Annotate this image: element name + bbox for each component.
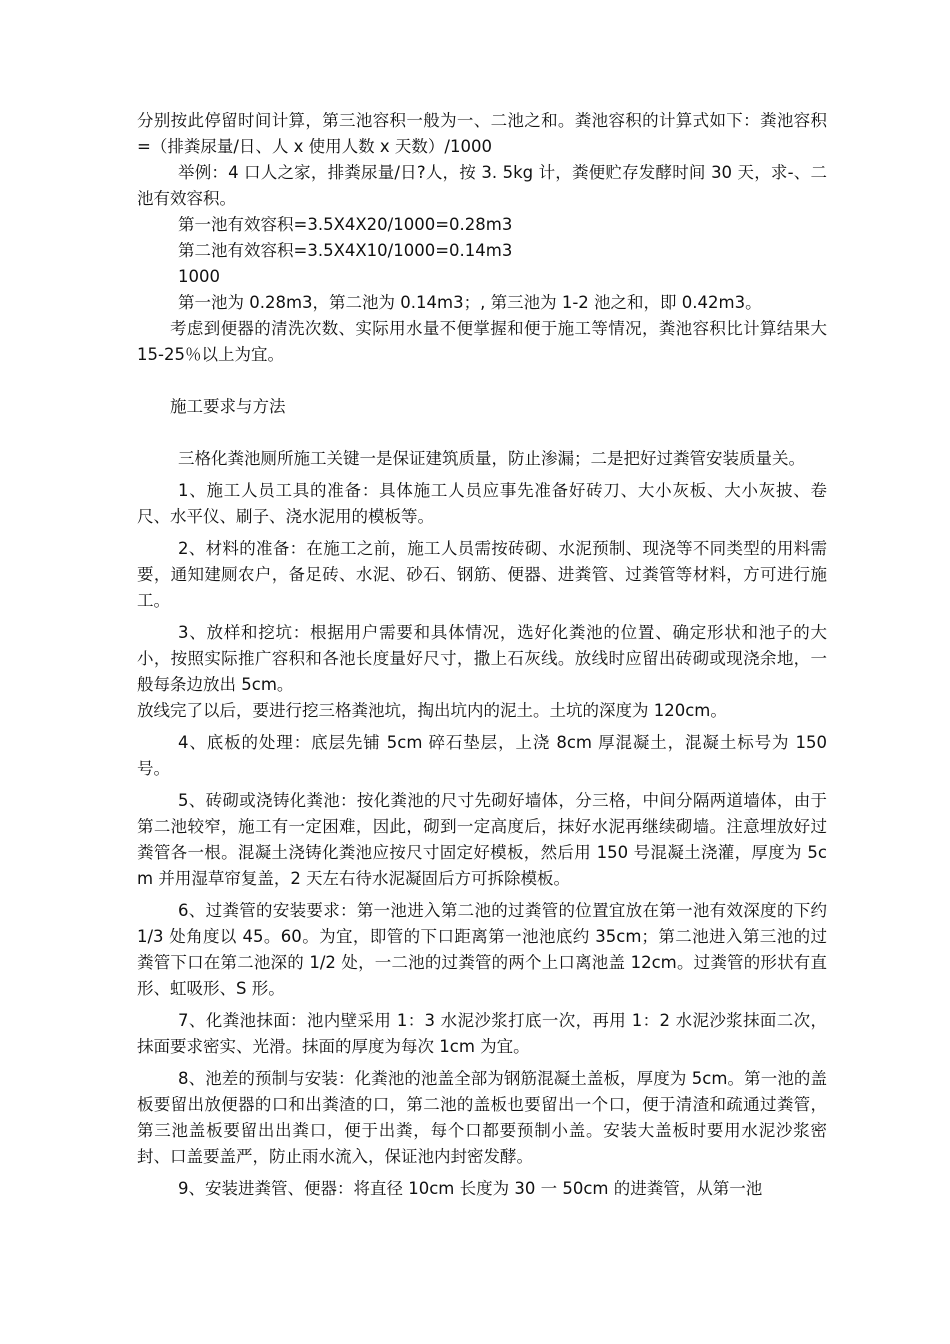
paragraph-volume-formula: 分别按此停留时间计算，第三池容积一般为一、二池之和。粪池容积的计算式如下：粪池容积=（排粪尿量/日、人 x 使用人数 x 天数）/1000 [137, 111, 827, 156]
paragraph-step-4: 4、底板的处理：底层先铺 5cm 碎石垫层，上浇 8cm 厚混凝土，混凝土标号为 150 号。 [137, 733, 827, 778]
paragraph-step-8: 8、池差的预制与安装：化粪池的池盖全部为钢筋混凝土盖板，厚度为 5cm。第一池的盖板要留出放便器的口和出粪渣的口，第二池的盖板也要留出一个口，便于清渣和疏通过粪管，第三池盖板要留出出粪口，便于出粪，每个口都要预制小盖。安装大盖板时要用水泥沙浆密封、口盖要盖严，防止雨水流入，保证池内封密发酵。 [137, 1069, 827, 1166]
paragraph-step-6: 6、过粪管的安装要求：第一池进入第二池的过粪管的位置宜放在第一池有效深度的下约 1/3 处角度以 45。60。为宜，即管的下口距离第一池池底约 35cm；第二池进入第三池的过粪管下口在第二池深的 1/2 处，一二池的过粪管的两个上口离池盖 12cm。过粪管的形状有直形、虹吸形、S 形。 [137, 901, 827, 998]
paragraph-intro: 三格化粪池厕所施工关键一是保证建筑质量，防止渗漏；二是把好过粪管安装质量关。 [178, 449, 805, 468]
section-heading: 施工要求与方法 [170, 397, 286, 416]
paragraph-step-9: 9、安装进粪管、便器：将直径 10cm 长度为 30 一 50cm 的进粪管，从第一池 [178, 1179, 763, 1198]
document-page [137, 108, 827, 1202]
paragraph-volume-margin: 考虑到便器的清洗次数、实际用水量不便掌握和便于施工等情况，粪池容积比计算结果大 15-25％以上为宜。 [137, 319, 827, 364]
paragraph-denominator: 1000 [178, 267, 220, 286]
paragraph-step-3-continued: 放线完了以后，要进行挖三格粪池坑，掏出坑内的泥土。土坑的深度为 120cm。 [137, 701, 727, 720]
paragraph-step-5: 5、砖砌或浇铸化粪池：按化粪池的尺寸先砌好墙体，分三格，中间分隔两道墙体，由于第二池较窄，施工有一定困难，因此，砌到一定高度后，抹好水泥再继续砌墙。注意埋放好过粪管各一根。混凝土浇铸化粪池应按尺寸固定好模板，然后用 150 号混凝土浇灌，厚度为 5cm 并用湿草帘复盖，2 天左右待水泥凝固后方可拆除模板。 [137, 791, 827, 888]
paragraph-first-pool-volume: 第一池有效容积=3.5X4X20/1000=0.28m3 [178, 215, 513, 234]
paragraph-second-pool-volume: 第二池有效容积=3.5X4X10/1000=0.14m3 [178, 241, 513, 260]
paragraph-step-3: 3、放样和挖坑：根据用户需要和具体情况，选好化粪池的位置、确定形状和池子的大小，按照实际推广容积和各池长度量好尺寸，撒上石灰线。放线时应留出砖砌或现浇余地，一般每条边放出 5cm。 [137, 623, 827, 694]
paragraph-step-7: 7、化粪池抹面：池内壁采用 1：3 水泥沙浆打底一次，再用 1：2 水泥沙浆抹面二次，抹面要求密实、光滑。抹面的厚度为每次 1cm 为宜。 [137, 1011, 827, 1056]
paragraph-step-1: 1、施工人员工具的准备：具体施工人员应事先准备好砖刀、大小灰板、大小灰披、卷尺、水平仪、刷子、浇水泥用的模板等。 [137, 481, 827, 526]
paragraph-pool-results: 第一池为 0.28m3，第二池为 0.14m3；, 第三池为 1-2 池之和，即 0.42m3。 [178, 293, 762, 312]
paragraph-example: 举例：4 口人之家，排粪尿量/日?人，按 3. 5kg 计，粪便贮存发酵时间 30 天，求-、二池有效容积。 [137, 163, 827, 208]
paragraph-step-2: 2、材料的准备：在施工之前，施工人员需按砖砌、水泥预制、现浇等不同类型的用料需要，通知建厕农户，备足砖、水泥、砂石、钢筋、便器、进粪管、过粪管等材料，方可进行施工。 [137, 539, 827, 610]
